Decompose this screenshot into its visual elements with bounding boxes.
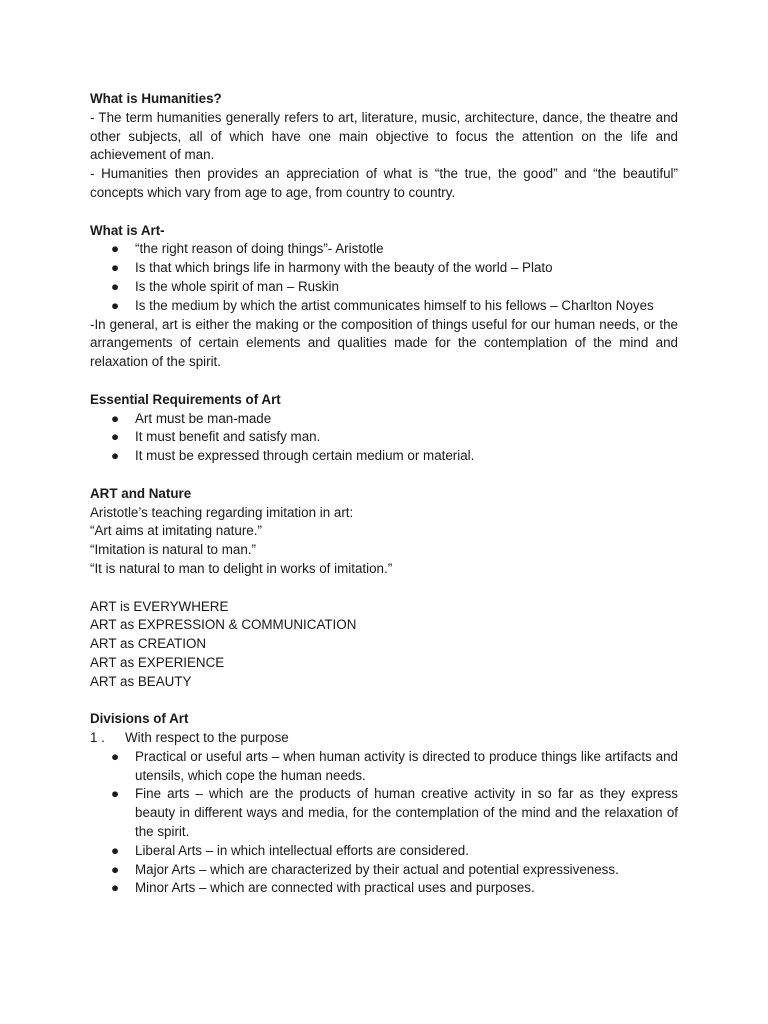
- heading-what-is-art: What is Art-: [90, 222, 165, 238]
- art-as-line: ART as EXPERIENCE: [90, 654, 225, 670]
- art-as-line: ART as EXPRESSION & COMMUNICATION: [90, 617, 357, 633]
- list-item-text: Practical or useful arts – when human activity is directed to produce things like artifacts and utensils, which cope the human needs.: [135, 748, 678, 783]
- nature-line: “Art aims at imitating nature.”: [90, 523, 262, 539]
- art-definitions-list: [90, 240, 678, 315]
- bullet-icon: ●: [111, 429, 120, 445]
- spacer: [90, 466, 678, 485]
- bullet-icon: ●: [111, 842, 120, 858]
- heading-essential-requirements: Essential Requirements of Art: [90, 391, 281, 407]
- bullet-icon: ●: [111, 448, 120, 464]
- list-item: [90, 410, 678, 429]
- list-item-text: Major Arts – which are characterized by their actual and potential expressiveness.: [135, 861, 619, 877]
- list-item-text: “the right reason of doing things”- Aristotle: [135, 241, 384, 257]
- list-item-text: Liberal Arts – in which intellectual efforts are considered.: [135, 842, 469, 858]
- list-item: [90, 842, 678, 861]
- bullet-icon: ●: [111, 278, 120, 294]
- spacer: [90, 372, 678, 391]
- item-text: With respect to the purpose: [125, 730, 289, 746]
- heading-art-and-nature: ART and Nature: [90, 485, 192, 501]
- nature-line: “Imitation is natural to man.”: [90, 542, 256, 558]
- bullet-icon: ●: [111, 748, 120, 764]
- list-item: [90, 428, 678, 447]
- divisions-list: [90, 748, 678, 898]
- item-number: 1 .: [90, 730, 105, 746]
- list-item: [90, 297, 678, 316]
- art-as-line: ART is EVERYWHERE: [90, 598, 229, 614]
- bullet-icon: ●: [111, 861, 120, 877]
- bullet-icon: ●: [111, 297, 120, 313]
- nature-line: “It is natural to man to delight in works of imitation.”: [90, 560, 393, 576]
- bullet-icon: ●: [111, 880, 120, 896]
- list-item-text: Minor Arts – which are connected with practical uses and purposes.: [135, 880, 535, 896]
- list-item-text: It must be expressed through certain medium or material.: [135, 448, 475, 464]
- bullet-icon: ●: [111, 786, 120, 802]
- bullet-icon: ●: [111, 241, 120, 257]
- list-item: [90, 278, 678, 297]
- spacer: [90, 203, 678, 222]
- list-item-text: It must benefit and satisfy man.: [135, 429, 321, 445]
- nature-line: Aristotle’s teaching regarding imitation in art:: [90, 504, 354, 520]
- numbered-item: [90, 729, 678, 748]
- list-item: [90, 785, 678, 841]
- art-general-paragraph: -In general, art is either the making or the composition of things useful for our human needs, or the arrangements of certain elements and qualities made for the contemplation of the mind and relaxation of the spirit.: [90, 316, 678, 370]
- list-item-text: Is the whole spirit of man – Ruskin: [135, 278, 339, 294]
- humanities-paragraph-1: - The term humanities generally refers to art, literature, music, architecture, dance, the theatre and other subjects, all of which have one main objective to focus the attention on the life and achievement of man.: [90, 109, 678, 163]
- list-item-text: Is the medium by which the artist communicates himself to his fellows – Charlton Noyes: [135, 297, 654, 313]
- list-item: [90, 259, 678, 278]
- list-item: [90, 879, 678, 898]
- list-item-text: Fine arts – which are the products of human creative activity in so far as they express beauty in different ways and media, for the contemplation of the mind and the relaxation of the spirit.: [135, 786, 678, 840]
- heading-divisions-of-art: Divisions of Art: [90, 711, 189, 727]
- list-item-text: Is that which brings life in harmony with the beauty of the world – Plato: [135, 260, 553, 276]
- art-as-line: ART as BEAUTY: [90, 673, 192, 689]
- list-item-text: Art must be man-made: [135, 410, 272, 426]
- spacer: [90, 579, 678, 598]
- list-item: [90, 447, 678, 466]
- spacer: [90, 692, 678, 711]
- list-item: [90, 240, 678, 259]
- humanities-paragraph-2: - Humanities then provides an appreciation of what is “the true, the good” and “the beautiful” concepts which vary from age to age, from country to country.: [90, 166, 678, 200]
- requirements-list: [90, 410, 678, 466]
- document-page: [90, 90, 678, 898]
- heading-what-is-humanities: What is Humanities?: [90, 91, 222, 106]
- art-as-line: ART as CREATION: [90, 636, 207, 652]
- list-item: [90, 861, 678, 880]
- bullet-icon: ●: [111, 260, 120, 276]
- bullet-icon: ●: [111, 410, 120, 426]
- list-item: [90, 748, 678, 786]
